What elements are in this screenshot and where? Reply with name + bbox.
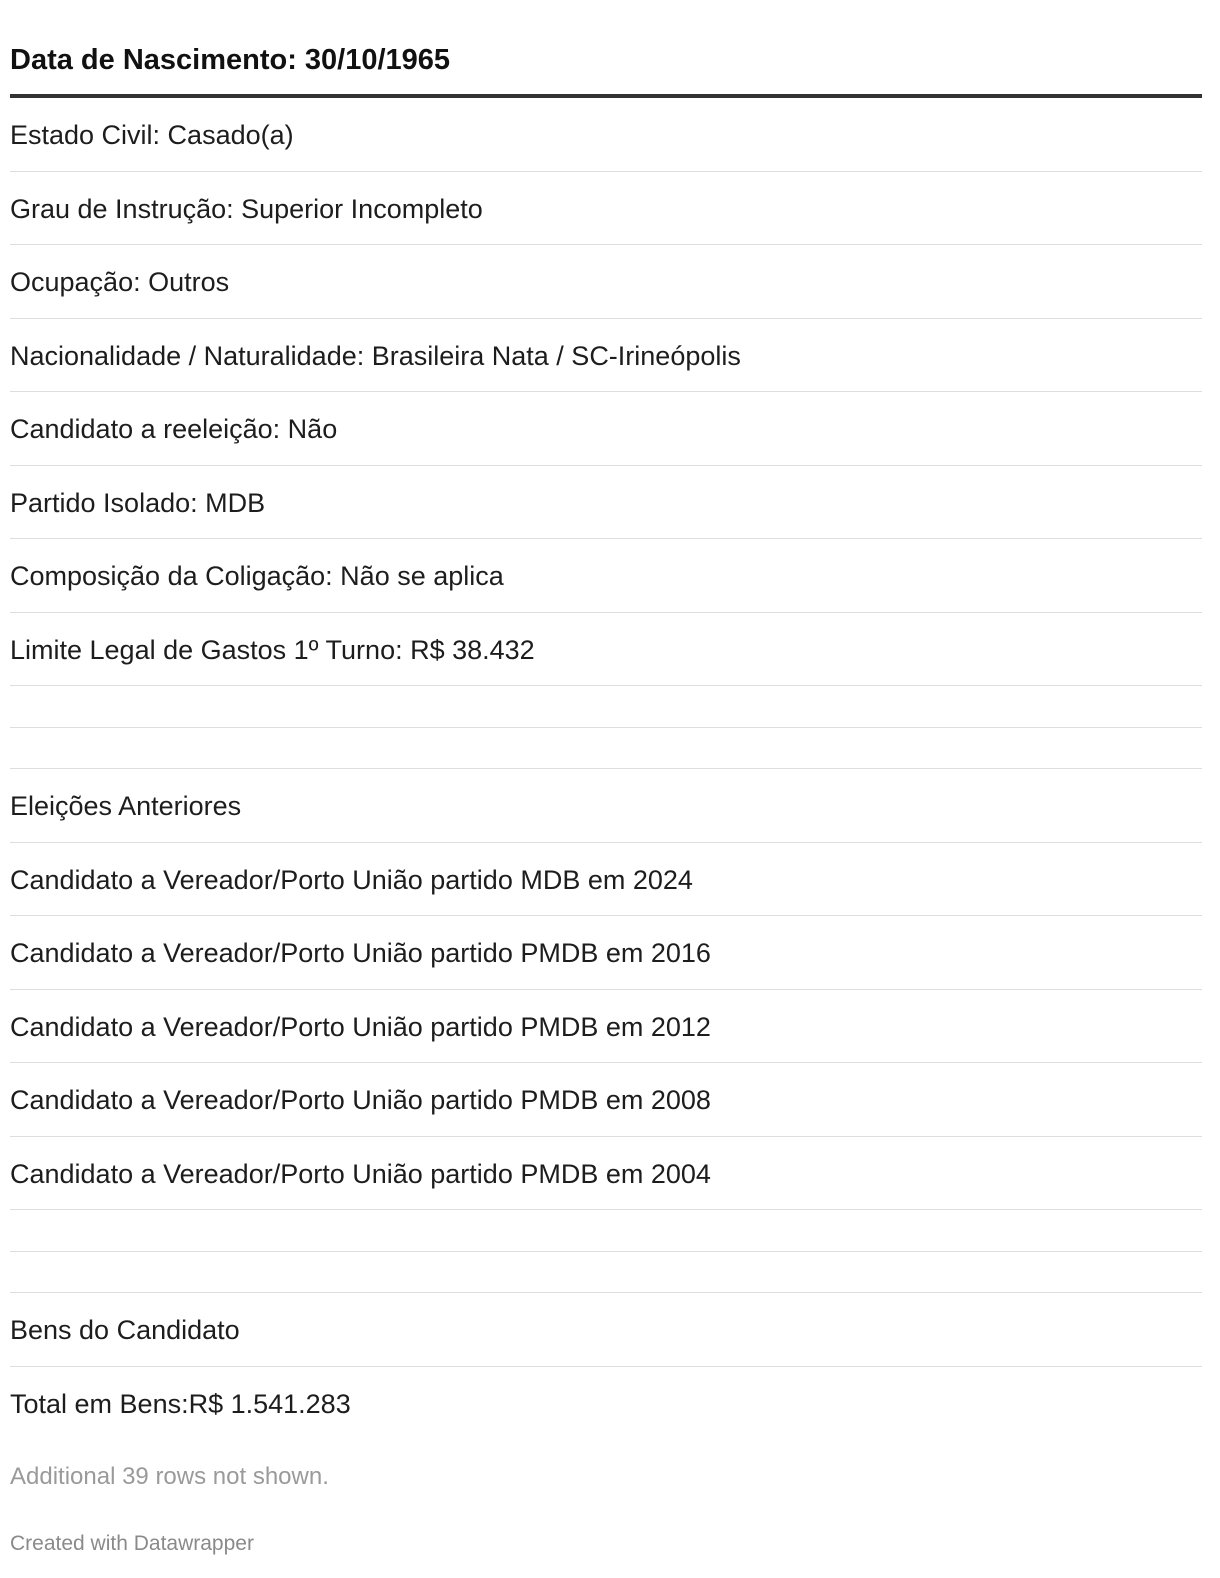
table-cell: Candidato a Vereador/Porto União partido PMDB em 2008 xyxy=(10,1085,711,1115)
table-row xyxy=(10,98,1202,172)
table-row xyxy=(10,392,1202,466)
table-cell: Candidato a Vereador/Porto União partido PMDB em 2016 xyxy=(10,938,711,968)
table-row-empty xyxy=(10,1252,1202,1294)
table-row xyxy=(10,1367,1202,1441)
table-row xyxy=(10,172,1202,246)
table-cell: Estado Civil: Casado(a) xyxy=(10,120,294,150)
table-cell: Candidato a reeleição: Não xyxy=(10,414,338,444)
table-header xyxy=(10,0,1202,98)
table-cell: Grau de Instrução: Superior Incompleto xyxy=(10,193,483,224)
table-cell: Bens do Candidato xyxy=(10,1315,240,1345)
table-cell: Partido Isolado: MDB xyxy=(10,487,266,518)
table-row xyxy=(10,466,1202,540)
data-table xyxy=(10,0,1202,1440)
table-cell: Composição da Coligação: Não se aplica xyxy=(10,561,504,591)
table-cell: Candidato a Vereador/Porto União partido PMDB em 2012 xyxy=(10,1011,711,1042)
table-row xyxy=(10,1063,1202,1137)
table-row xyxy=(10,1137,1202,1211)
table-header-label: Data de Nascimento: 30/10/1965 xyxy=(10,44,451,76)
more-rows-note: Additional 39 rows not shown. xyxy=(10,1463,329,1490)
table-row xyxy=(10,245,1202,319)
table-row-empty xyxy=(10,686,1202,728)
table-row xyxy=(10,843,1202,917)
table-cell: Candidato a Vereador/Porto União partido MDB em 2024 xyxy=(10,864,693,895)
datawrapper-credit: Created with Datawrapper xyxy=(10,1532,254,1555)
table-cell: Limite Legal de Gastos 1º Turno: R$ 38.432 xyxy=(10,634,535,665)
table-row-empty xyxy=(10,1210,1202,1252)
table-row xyxy=(10,990,1202,1064)
table-cell: Candidato a Vereador/Porto União partido PMDB em 2004 xyxy=(10,1158,711,1189)
table-row-empty xyxy=(10,728,1202,770)
table-cell: Eleições Anteriores xyxy=(10,791,242,821)
table-row xyxy=(10,1293,1202,1367)
table-row xyxy=(10,916,1202,990)
table-row xyxy=(10,613,1202,687)
table-cell: Nacionalidade / Naturalidade: Brasileira Nata / SC-Irineópolis xyxy=(10,340,741,371)
table-row xyxy=(10,319,1202,393)
table-cell: Ocupação: Outros xyxy=(10,267,230,297)
table-cell: Total em Bens:R$ 1.541.283 xyxy=(10,1388,351,1419)
table-row xyxy=(10,539,1202,613)
table-row xyxy=(10,769,1202,843)
